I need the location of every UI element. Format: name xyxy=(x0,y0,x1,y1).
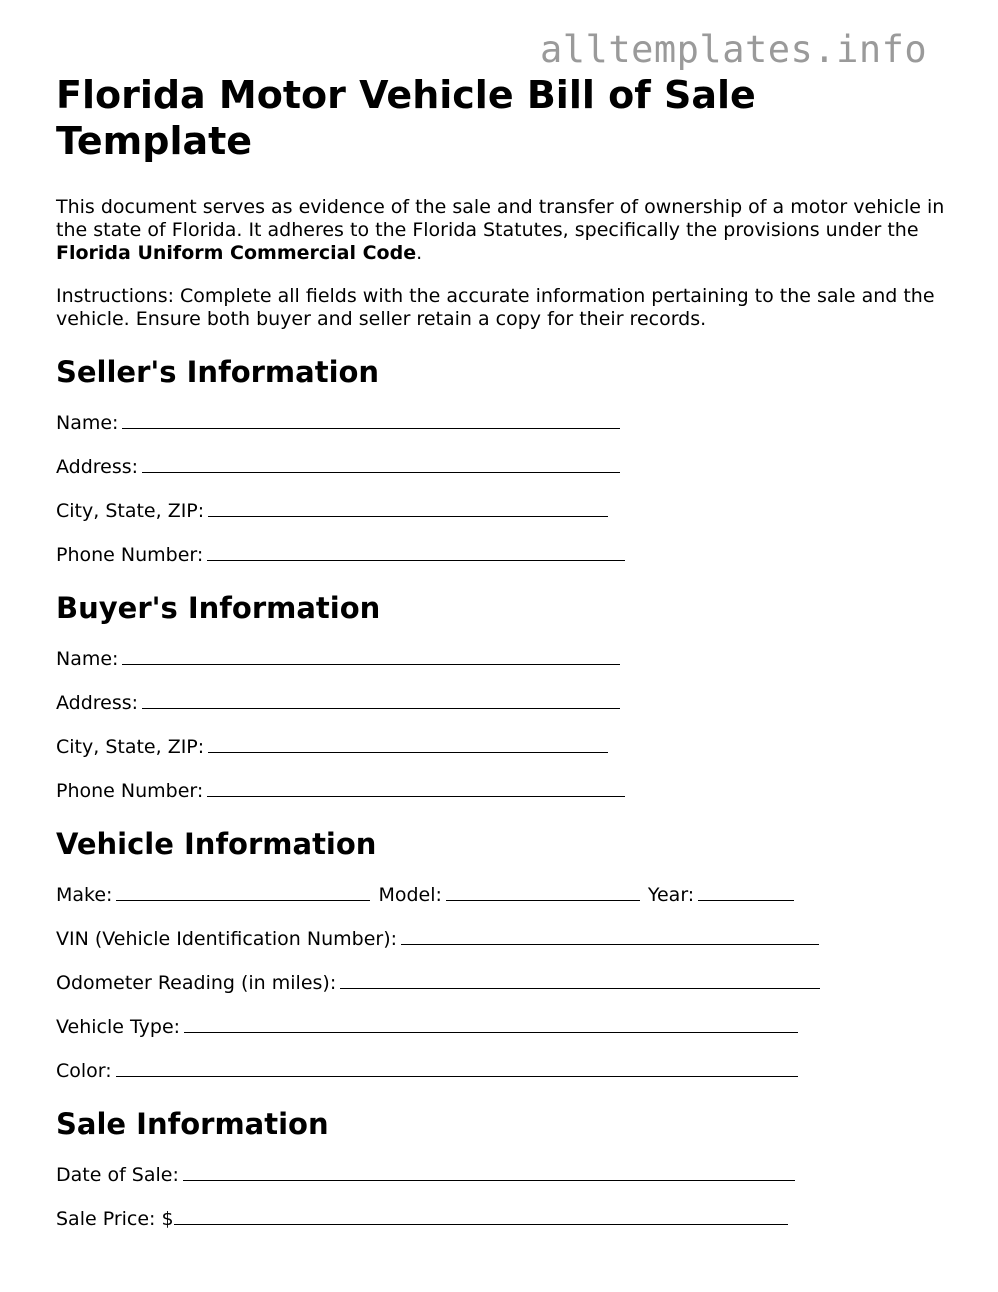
buyer-address-field xyxy=(56,691,956,715)
sale-price-line[interactable] xyxy=(174,1207,788,1225)
intro-paragraph xyxy=(56,196,946,265)
seller-phone-line[interactable] xyxy=(207,543,625,561)
sale-price-field xyxy=(56,1207,956,1231)
vehicle-vin-label: VIN (Vehicle Identification Number): xyxy=(56,928,398,950)
vehicle-year-line[interactable] xyxy=(698,883,794,901)
vehicle-odometer-field xyxy=(56,971,956,995)
buyer-city-field xyxy=(56,735,956,759)
intro-text: This document serves as evidence of the sale and transfer of ownership of a motor vehicle in the state of Florida. It adheres to the Florida Statutes, specifically the provisions under the xyxy=(56,196,945,241)
buyer-phone-field xyxy=(56,779,956,803)
seller-name-line[interactable] xyxy=(122,411,620,429)
buyer-heading: Buyer's Information xyxy=(56,591,381,625)
seller-address-field xyxy=(56,455,956,479)
buyer-phone-line[interactable] xyxy=(207,779,625,797)
buyer-address-label: Address: xyxy=(56,692,139,714)
buyer-city-label: City, State, ZIP: xyxy=(56,736,205,758)
vehicle-make-label: Make: xyxy=(56,884,113,906)
vehicle-year-label: Year: xyxy=(647,884,695,906)
vehicle-model-label: Model: xyxy=(378,884,442,906)
seller-section xyxy=(56,355,956,567)
vehicle-odometer-label: Odometer Reading (in miles): xyxy=(56,972,337,994)
buyer-name-line[interactable] xyxy=(122,647,620,665)
buyer-section xyxy=(56,591,956,803)
seller-heading: Seller's Information xyxy=(56,355,380,389)
vehicle-color-label: Color: xyxy=(56,1060,112,1082)
sale-date-label: Date of Sale: xyxy=(56,1164,179,1186)
vehicle-make-line[interactable] xyxy=(116,883,370,901)
vehicle-make-model-year-row xyxy=(56,883,956,907)
seller-city-line[interactable] xyxy=(208,499,608,517)
vehicle-type-label: Vehicle Type: xyxy=(56,1016,181,1038)
vehicle-type-field xyxy=(56,1015,956,1039)
vehicle-section xyxy=(56,827,956,1083)
vehicle-odometer-line[interactable] xyxy=(340,971,820,989)
seller-city-field xyxy=(56,499,956,523)
watermark: alltemplates.info xyxy=(540,28,928,71)
instructions-paragraph: Instructions: Complete all fields with the accurate information pertaining to the sale and the vehicle. Ensure both buyer and seller retain a copy for their records. xyxy=(56,285,935,330)
seller-name-label: Name: xyxy=(56,412,119,434)
page-title: Florida Motor Vehicle Bill of Sale Template xyxy=(56,73,756,163)
buyer-name-field xyxy=(56,647,956,671)
document-body xyxy=(56,72,956,1231)
seller-address-line[interactable] xyxy=(142,455,620,473)
buyer-name-label: Name: xyxy=(56,648,119,670)
vehicle-vin-field xyxy=(56,927,956,951)
seller-phone-label: Phone Number: xyxy=(56,544,204,566)
vehicle-vin-line[interactable] xyxy=(401,927,819,945)
buyer-city-line[interactable] xyxy=(208,735,608,753)
buyer-address-line[interactable] xyxy=(142,691,620,709)
vehicle-color-line[interactable] xyxy=(116,1059,798,1077)
intro-bold-text: Florida Uniform Commercial Code xyxy=(56,242,417,264)
seller-city-label: City, State, ZIP: xyxy=(56,500,205,522)
vehicle-model-line[interactable] xyxy=(446,883,640,901)
sale-section xyxy=(56,1107,956,1231)
sale-heading: Sale Information xyxy=(56,1107,329,1141)
buyer-phone-label: Phone Number: xyxy=(56,780,204,802)
sale-date-line[interactable] xyxy=(183,1163,795,1181)
sale-price-label: Sale Price: $ xyxy=(56,1208,174,1230)
sale-date-field xyxy=(56,1163,956,1187)
vehicle-color-field xyxy=(56,1059,956,1083)
seller-name-field xyxy=(56,411,956,435)
vehicle-heading: Vehicle Information xyxy=(56,827,377,861)
seller-phone-field xyxy=(56,543,956,567)
intro-end: . xyxy=(416,242,423,264)
vehicle-type-line[interactable] xyxy=(184,1015,798,1033)
seller-address-label: Address: xyxy=(56,456,139,478)
